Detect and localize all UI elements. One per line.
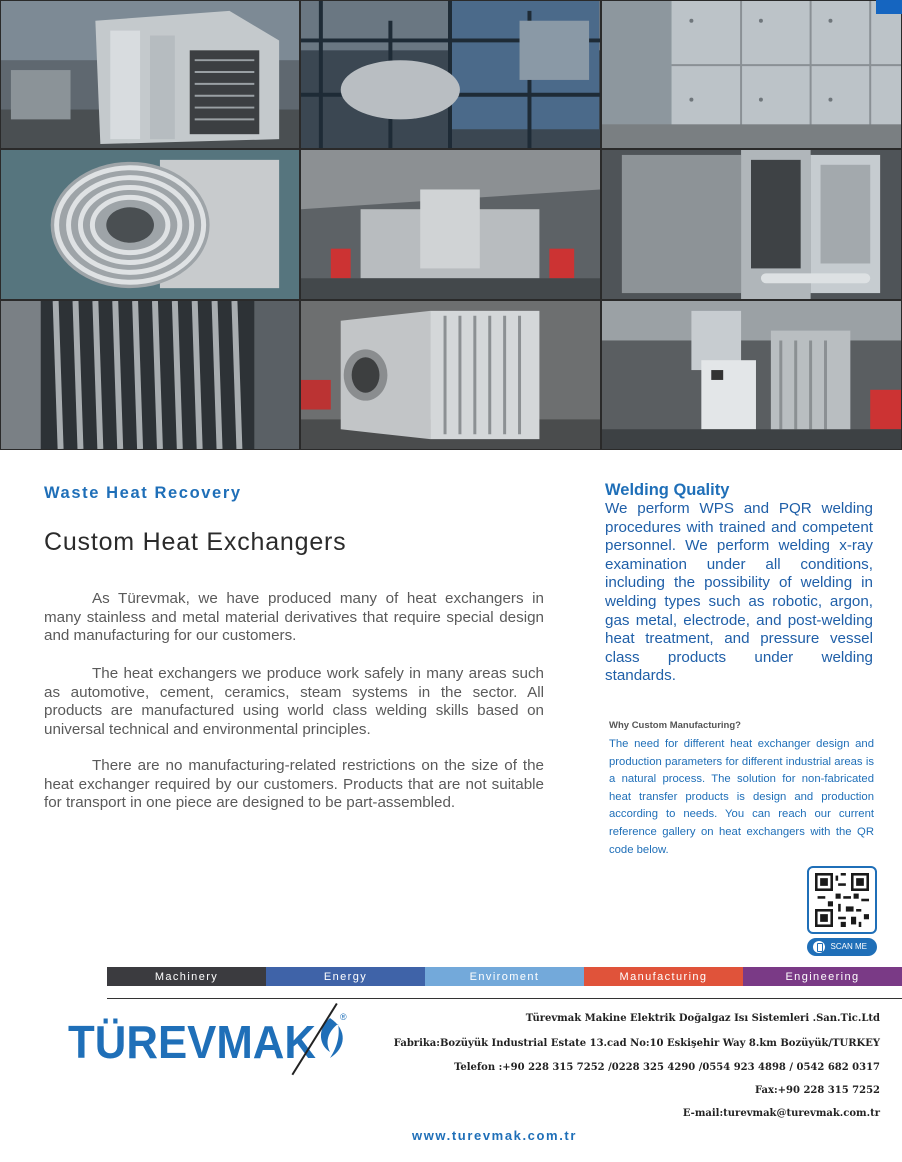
photo-riveted-panels [601,0,902,149]
email-address[interactable]: E-mail:turevmak@turevmak.com.tr [682,1108,880,1119]
corner-accent [876,0,902,14]
photo-gallery [0,0,902,450]
trademark-symbol: ® [340,1012,347,1022]
welding-quality-text: We perform WPS and PQR welding procedures with trained and competent personnel. We perform welding x-ray examination under all conditions, including the possibility of welding in welding types such as robotic, argon, gas metal, electrode, and post-welding heat treatment, and pressure vessel class products under welding standards. [605,500,873,685]
fax-number: Fax:+90 228 315 7252 [754,1085,880,1096]
category-energy: Energy [266,967,425,986]
photo-heat-exchanger-housing [0,0,300,149]
photo-tube-coil [0,149,300,300]
category-bar [107,967,902,986]
category-environment: Enviroment [425,967,584,986]
welding-quality-title: Welding Quality [605,481,730,499]
safety-paragraph: The heat exchangers we produce work safely in many areas such as automotive, cement, ceramics, steam systems in the sector. All products are manufactured using world class welding skills based on universal technical and environmental principles. [44,665,544,738]
photo-control-panel-install [601,300,902,450]
intro-paragraph: As Türevmak, we have produced many of heat exchangers in many stainless and metal material derivatives that require special design and manufacturing for our customers. [44,590,544,645]
qr-pattern-icon [814,873,870,927]
phone-icon [813,941,825,953]
company-name: Türevmak Makine Elektrik Doğalgaz Isı Sistemleri .San.Tic.Ltd [525,1013,880,1024]
category-machinery: Machinery [107,967,266,986]
page-title: Custom Heat Exchangers [44,528,347,556]
photo-tube-bundle [0,300,300,450]
factory-address: Fabrika:Bozüyük Industrial Estate 13.cad No:10 Eskişehir Way 8.km Bozüyük/TURKEY [393,1038,880,1049]
logo-wordmark: TÜREVMAK [68,1016,316,1068]
size-paragraph: There are no manufacturing-related restrictions on the size of the heat exchanger required by our customers. Products that are not suitable for transport in one piece are designed to be part-assembled. [44,757,544,812]
website-link[interactable]: www.turevmak.com.tr [412,1128,578,1143]
qr-code[interactable] [807,866,877,934]
photo-exchanger-boxes [601,149,902,300]
photo-factory-hall [300,149,601,300]
category-engineering: Engineering [743,967,902,986]
phone-numbers: Telefon :+90 228 315 7252 /0228 325 4290 /0554 923 4898 / 0542 682 0317 [454,1062,880,1073]
scan-me-button[interactable] [807,938,877,956]
why-custom-title: Why Custom Manufacturing? [609,720,741,731]
turevmak-logo [68,1010,348,1070]
photo-industrial-plant [300,0,601,149]
scan-me-label: SCAN ME [830,942,867,951]
section-subtitle: Waste Heat Recovery [44,484,242,502]
photo-finned-exchanger [300,300,601,450]
category-manufacturing: Manufacturing [584,967,743,986]
footer-divider [107,998,902,999]
why-custom-text: The need for different heat exchanger design and production parameters for different industrial areas is a natural process. The solution for non-fabricated heat transfer products is design and production according to needs. You can reach our current reference gallery on heat exchangers with the QR code below. [609,738,874,856]
